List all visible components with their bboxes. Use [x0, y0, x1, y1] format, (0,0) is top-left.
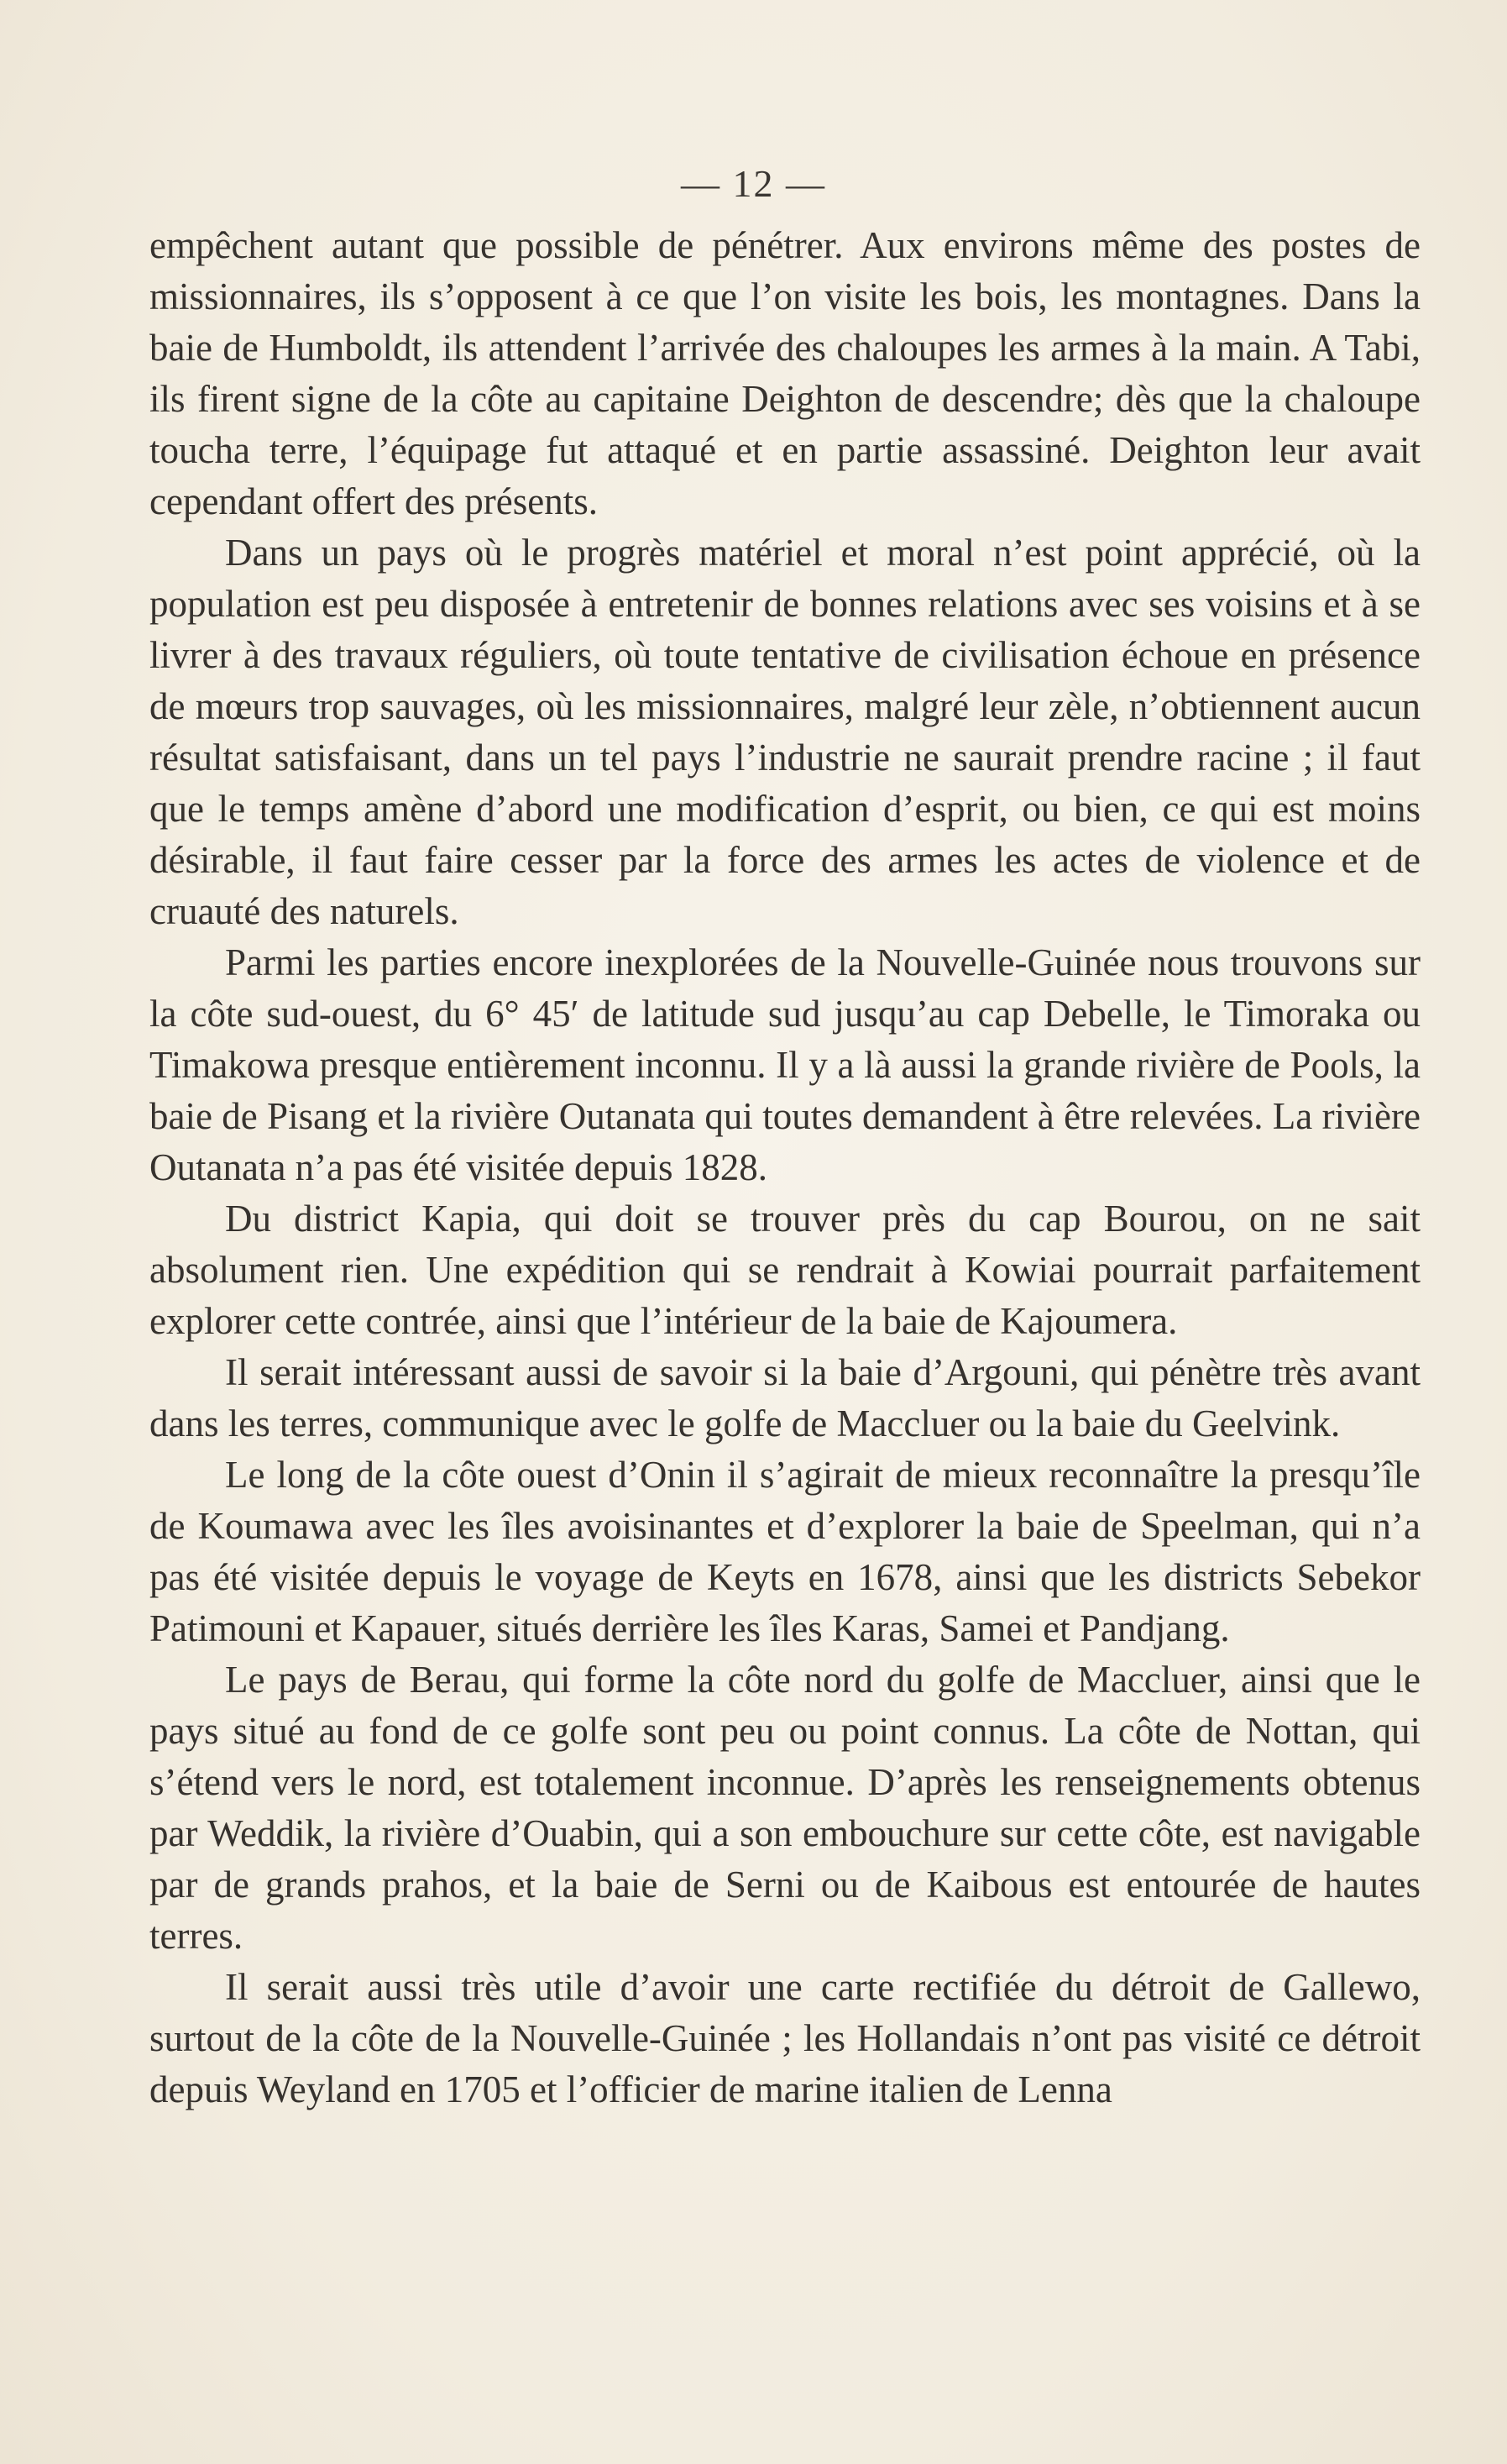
paragraph-6: Le long de la côte ouest d’Onin il s’agirait de mieux reconnaître la presqu’île de Koumawa avec les îles avoisinantes et d’explorer la baie de Speelman, qui n’a pas été visitée depuis le voyage de Keyts en 1678, ainsi que les districts Sebekor Patimouni et Kapauer, situés derrière les îles Karas, Samei et Pandjang.: [149, 1454, 1421, 1649]
paragraph-8: Il serait aussi très utile d’avoir une carte rectifiée du détroit de Gallewo, surtout de la côte de la Nouvelle-Guinée ; les Hollandais n’ont pas visité ce détroit depuis Weyland en 1705 et l’officier de marine italien de Lenna: [149, 1966, 1421, 2110]
paragraph-2: Dans un pays où le progrès matériel et moral n’est point apprécié, où la population est peu disposée à entretenir de bonnes relations avec ses voisins et à se livrer à des travaux réguliers, où toute tentative de civilisation échoue en présence de mœurs trop sauvages, où les missionnaires, malgré leur zèle, n’obtiennent aucun résultat satisfaisant, dans un tel pays l’industrie ne saurait prendre racine ; il faut que le temps amène d’abord une modification d’esprit, ou bien, ce qui est moins désirable, il faut faire cesser par la force des armes les actes de violence et de cruauté des naturels.: [149, 532, 1421, 932]
paragraph-4: Du district Kapia, qui doit se trouver près du cap Bourou, on ne sait absolument rien. Une expédition qui se rendrait à Kowiai pourrait parfaitement explorer cette contrée, ainsi que l’intérieur de la baie de Kajoumera.: [149, 1198, 1421, 1342]
paragraph-7: Le pays de Berau, qui forme la côte nord du golfe de Maccluer, ainsi que le pays situé au fond de ce golfe sont peu ou point connus. La côte de Nottan, qui s’étend vers le nord, est totalement inconnue. D’après les renseignements obtenus par Weddik, la rivière d’Ouabin, qui a son embouchure sur cette côte, est navigable par de grands prahos, et la baie de Serni ou de Kaibous est entourée de hautes terres.: [149, 1659, 1421, 1957]
paragraph-5: Il serait intéressant aussi de savoir si la baie d’Argouni, qui pénètre très avant dans les terres, communique avec le golfe de Maccluer ou la baie du Geelvink.: [149, 1351, 1421, 1444]
paragraph-1: empêchent autant que possible de pénétrer. Aux environs même des postes de missionnaires, ils s’opposent à ce que l’on visite les bois, les montagnes. Dans la baie de Humboldt, ils attendent l’arrivée des chaloupes les armes à la main. A Tabi, ils firent signe de la côte au capitaine Deighton de descendre; dès que la chaloupe toucha terre, l’équipage fut attaqué et en partie assassiné. Deighton leur avait cependant offert des présents.: [149, 224, 1421, 522]
paragraph-3: Parmi les parties encore inexplorées de la Nouvelle-Guinée nous trouvons sur la côte sud-ouest, du 6° 45′ de latitude sud jusqu’au cap Debelle, le Timoraka ou Timakowa presque entièrement inconnu. Il y a là aussi la grande rivière de Pools, la baie de Pisang et la rivière Outanata qui toutes demandent à être relevées. La rivière Outanata n’a pas été visitée depuis 1828.: [149, 941, 1421, 1188]
body-text: [149, 220, 1421, 2115]
page-number: — 12 —: [681, 162, 826, 205]
